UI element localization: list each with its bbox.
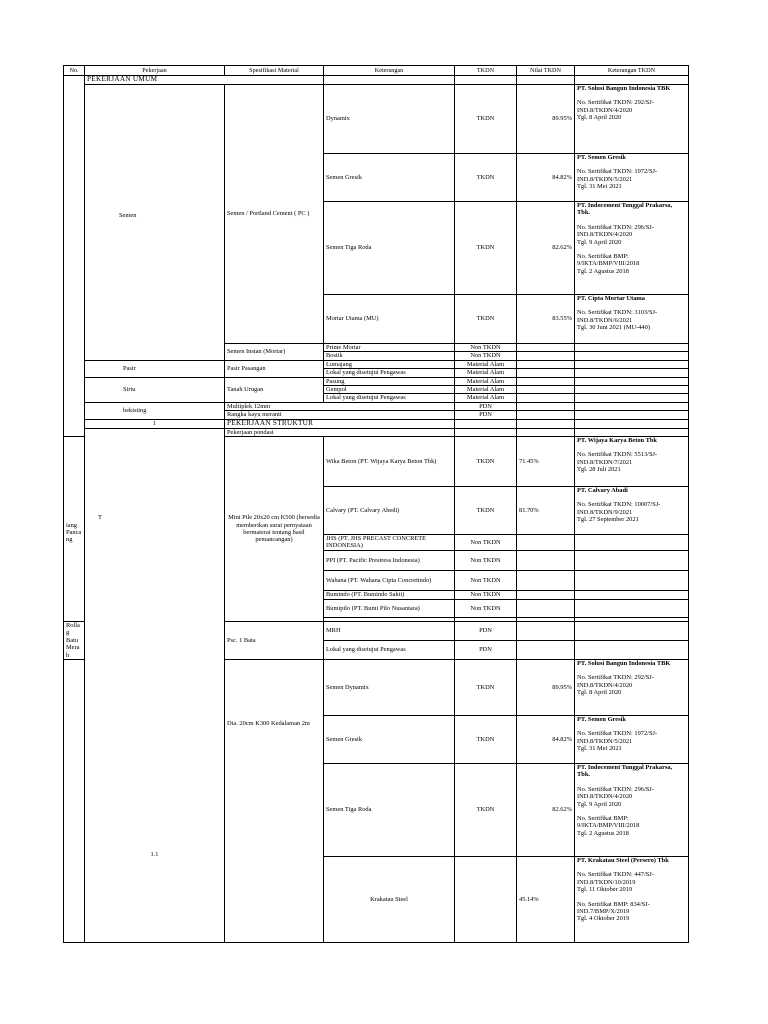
section-row-struktur — [64, 419, 689, 428]
table-row: Gempol Material Alam — [64, 386, 689, 394]
boq-spreadsheet — [63, 65, 688, 943]
table-row: Lokal yang disetujui Pengawas Material Alam — [64, 394, 689, 402]
spec-bata: Psc. 1 Bata — [225, 621, 324, 659]
pek-bekisting: bekisting — [85, 402, 225, 419]
ket-tkdn-gresik-2: PT. Semen Gresik No. Sertifikat TKDN: 1972/SJ-IND.8/TKDN/5/2021 Tgl. 31 Mei 2021 — [575, 715, 689, 763]
cell-no-blank — [64, 76, 85, 437]
row-number: 1.1 — [85, 428, 225, 942]
table-row: Bostik Non TKDN — [64, 352, 689, 360]
header-row — [64, 66, 689, 76]
table-row: PPI (PT. Pacific Prestress Indonesia) Non TKDN — [64, 550, 689, 570]
ket-tkdn-krakatau: PT. Krakatau Steel (Persero) Tbk No. Sertifikat TKDN: 447/SJ-IND.8/TKDN/10/2019 Tgl. 11 Oktober 2019 No. Sertifikat BMP: 834/SJ-IND.7/BMP/X/2019 Tgl. 4 Oktober 2019 — [575, 856, 689, 942]
ket-dynamix: Dynamix — [324, 85, 455, 154]
section-title-struktur: PEKERJAAN STRUKTUR — [225, 419, 455, 428]
pek-tiang-pancang: Tiang Pancang — [64, 437, 85, 622]
table-row: Calvary (PT. Calvary Abedi) TKDN 81.70% PT. Calvary Abadi No. Sertifikat TKDN: 10007/SJ-IND.8/TKDN/9/2021 Tgl. 27 September 2021 — [64, 487, 689, 535]
table-row: Wahana (PT. Wahana Cipta Concretindo) Non TKDN — [64, 570, 689, 590]
material-table — [63, 65, 689, 943]
ket-tkdn-dynamix-2: PT. Solusi Bangun Indonesia TBK No. Sertifikat TKDN: 292/SJ-IND.8/TKDN/4/2020 Tgl. 8 April 2020 — [575, 659, 689, 715]
ket-calvary: Calvary (PT. Calvary Abedi) — [324, 487, 455, 535]
ket-wika: Wika Beton (PT. Wijaya Karya Beton Tbk) — [324, 437, 455, 487]
table-row: Mortar Utama (MU) TKDN 83.55% PT. Cipta Mortar Utama No. Sertifikat TKDN: 3103/SJ-IND.8/TKDN/6/2021 Tgl. 30 Juni 2021 (MU-440) — [64, 295, 689, 344]
table-row: Bumipilo (PT. Bumi Pilo Nusantara) Non TKDN — [64, 599, 689, 617]
table-row: Pasir Pasir Pasangan Lumajang Material Alam — [64, 360, 689, 368]
table-row: Semen Tiga Roda TKDN 82.62% PT. Indocement Tunggal Prakarsa, Tbk. No. Sertifikat TKDN: 296/SJ-IND.8/TKDN/4/2020 Tgl. 9 April 2020 No. Sertifikat BMP: 9/IKTA/BMP/VIII/2018 Tgl. 2 Agustus 2018 — [64, 763, 689, 856]
table-row: Lokal yang disetujui Pengawas PDN — [64, 640, 689, 659]
table-row: Sirtu Tanah Urugan Pasung Material Alam — [64, 377, 689, 385]
ket-semen-dynamix: Semen Dynamix — [324, 659, 455, 715]
table-row: Tiang Pancang Mini Pile 20x20 cm K500 (bersedia memberikan surat pernyataan bermaterai tentang hasil pemancangan) Wika Beton (PT. Wijaya Karya Beton Tbk) TKDN 71.45% PT. Wijaya Karya Beton Tbk No. Sertifikat TKDN: 5513/SJ-IND.8/TKDN/7/2021 Tgl. 28 Juli 2021 — [64, 437, 689, 487]
col-header-tkdn: TKDN — [455, 66, 517, 76]
table-row: Semen Instan (Mortar) Prime Mortar Non TKDN — [64, 344, 689, 352]
col-header-keterangan: Keterangan — [324, 66, 455, 76]
col-header-keterangan-tkdn: Keterangan TKDN — [575, 66, 689, 76]
table-row: Semen / Portland Cement ( PC ) Dynamix TKDN 89.95% PT. Solusi Bangun Indonesia TBK No. Sertifikat TKDN: 292/SJ-IND.8/TKDN/4/2020 Tgl. 8 April 2020 — [64, 85, 689, 154]
col-header-pekerjaan: Pekerjaan — [85, 66, 225, 76]
ket-tkdn-mortar: PT. Cipta Mortar Utama No. Sertifikat TKDN: 3103/SJ-IND.8/TKDN/6/2021 Tgl. 30 Juni 2021 (MU-440) — [575, 295, 689, 344]
ket-gresik: Semen Gresik — [324, 154, 455, 202]
ket-tkdn-dynamix: PT. Solusi Bangun Indonesia TBK No. Sertifikat TKDN: 292/SJ-IND.8/TKDN/4/2020 Tgl. 8 April 2020 — [575, 85, 689, 154]
table-row: Krakatau Steel 45.14% PT. Krakatau Steel (Persero) Tbk No. Sertifikat TKDN: 447/SJ-IND.8/TKDN/10/2019 Tgl. 11 Oktober 2019 No. Sertifikat BMP: 834/SJ-IND.7/BMP/X/2019 Tgl. 4 Oktober 2019 — [64, 856, 689, 942]
table-row: Semen Gresik TKDN 84.82% PT. Semen Gresik No. Sertifikat TKDN: 1972/SJ-IND.8/TKDN/5/2021 Tgl. 31 Mei 2021 — [64, 715, 689, 763]
col-header-no: No. — [64, 66, 85, 76]
table-row: Dia. 20cm K300 Kedalaman 2m Semen Dynamix TKDN 89.95% PT. Solusi Bangun Indonesia TBK No. Sertifikat TKDN: 292/SJ-IND.8/TKDN/4/2020 Tgl. 8 April 2020 — [64, 659, 689, 715]
spec-pasir: Pasir Pasangan — [225, 360, 324, 377]
subsection-title-pondasi: Pekerjaan pondasi — [225, 428, 455, 436]
pek-sirtu: Sirtu — [85, 377, 225, 402]
spec-sirtu: Tanah Urugan — [225, 377, 324, 402]
table-row: JHS (PT. JHS PRECAST CONCRETE INDONESIA) Non TKDN — [64, 535, 689, 551]
spec-dia: Dia. 20cm K300 Kedalaman 2m — [225, 659, 324, 942]
pek-pasir: Pasir — [85, 360, 225, 377]
table-row: Rangka kayu meranti PDN — [64, 411, 689, 419]
table-row: Lokal yang disetujui Pengawas Material Alam — [64, 369, 689, 377]
table-row: Semen Tiga Roda TKDN 82.62% PT. Indocement Tunggal Prakarsa, Tbk. No. Sertifikat TKDN: 296/SJ-IND.8/TKDN/4/2020 Tgl. 9 April 2020 No. Sertifikat BMP: 9/IKTA/BMP/VIII/2018 Tgl. 2 Agustus 2018 — [64, 202, 689, 295]
section-row-umum — [64, 76, 689, 85]
section-title-umum: PEKERJAAN UMUM — [85, 76, 324, 85]
spec-minipile: Mini Pile 20x20 cm K500 (bersedia memberikan surat pernyataan bermaterai tentang hasil pemancangan) — [225, 437, 324, 622]
pek-semen: Semen — [119, 212, 137, 219]
ket-krakatau: Krakatau Steel — [324, 856, 455, 942]
ket-tigaroda: Semen Tiga Roda — [324, 202, 455, 295]
table-row: Bumindo (PT. Bumindo Sakti) Non TKDN — [64, 590, 689, 599]
col-header-spesifikasi: Spesifikasi Material — [225, 66, 324, 76]
spec-semen-instan: Semen Instan (Mortar) — [225, 344, 324, 361]
ket-tkdn-tigaroda: PT. Indocement Tunggal Prakarsa, Tbk. No. Sertifikat TKDN: 296/SJ-IND.8/TKDN/4/2020 Tgl. 9 April 2020 No. Sertifikat BMP: 9/IKTA/BMP/VIII/2018 Tgl. 2 Agustus 2018 — [575, 202, 689, 295]
table-row: Semen Gresik TKDN 84.82% PT. Semen Gresik No. Sertifikat TKDN: 1972/SJ-IND.8/TKDN/5/2021 Tgl. 31 Mei 2021 — [64, 154, 689, 202]
table-row: Rollag Batu Merah Psc. 1 Bata MRH PDN — [64, 621, 689, 640]
ket-mortar: Mortar Utama (MU) — [324, 295, 455, 344]
table-row: bekisting Multiplek 12mm PDN — [64, 402, 689, 410]
ket-tkdn-wika: PT. Wijaya Karya Beton Tbk No. Sertifikat TKDN: 5513/SJ-IND.8/TKDN/7/2021 Tgl. 28 Juli 2021 — [575, 437, 689, 487]
col-header-nilai-tkdn: Nilai TKDN — [517, 66, 575, 76]
ket-tkdn-tigaroda-2: PT. Indocement Tunggal Prakarsa, Tbk. No. Sertifikat TKDN: 296/SJ-IND.8/TKDN/4/2020 Tgl. 9 April 2020 No. Sertifikat BMP: 9/IKTA/BMP/VIII/2018 Tgl. 2 Agustus 2018 — [575, 763, 689, 856]
spec-semen-pc: Semen / Portland Cement ( PC ) — [225, 85, 324, 344]
subsection-row-pondasi — [64, 428, 689, 436]
ket-tkdn-gresik: PT. Semen Gresik No. Sertifikat TKDN: 1972/SJ-IND.8/TKDN/5/2021 Tgl. 31 Mei 2021 — [575, 154, 689, 202]
ket-tkdn-calvary: PT. Calvary Abadi No. Sertifikat TKDN: 10007/SJ-IND.8/TKDN/9/2021 Tgl. 27 September 2021 — [575, 487, 689, 535]
row-number: 1 — [85, 419, 225, 428]
pek-rollag: Rollag Batu Merah — [64, 621, 85, 659]
